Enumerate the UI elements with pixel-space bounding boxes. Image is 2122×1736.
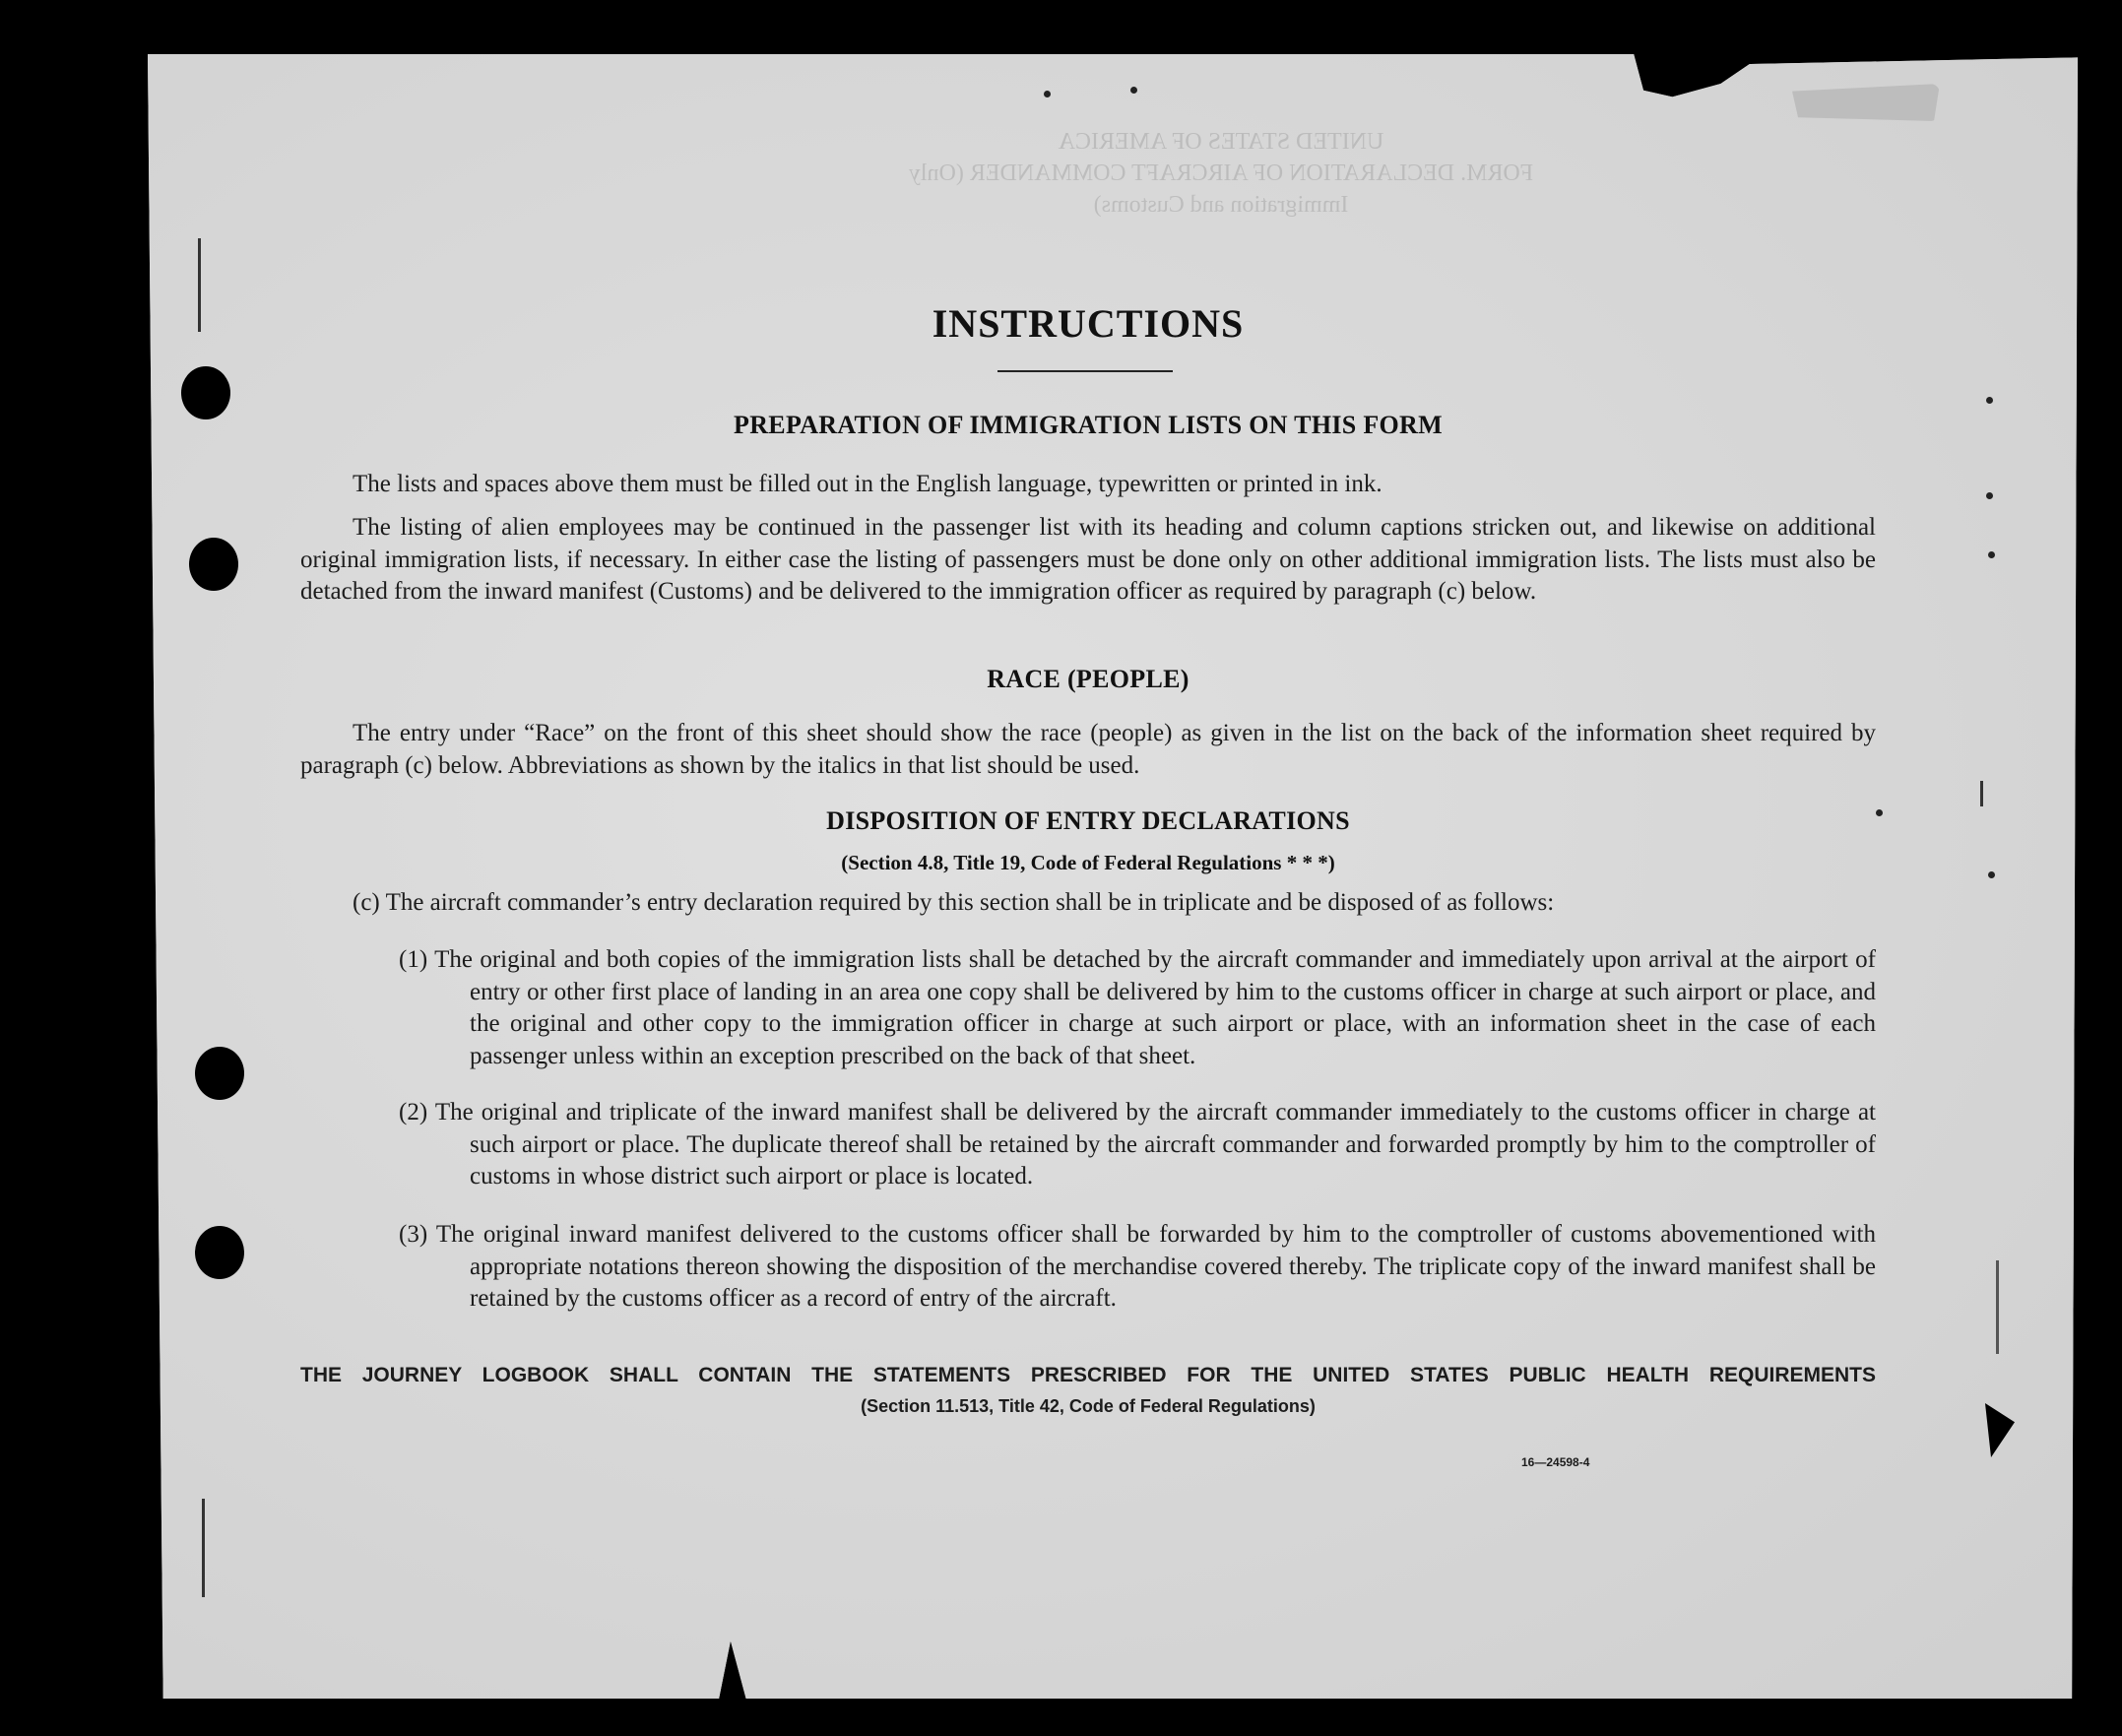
section-heading-preparation: PREPARATION OF IMMIGRATION LISTS ON THIS FORM xyxy=(734,411,1443,439)
list-item-text: The original and triplicate of the inward manifest shall be delivered by the aircraft commander immediately to the customs officer in charge at such airport or place. The duplicate thereof shall be retained by the aircraft commander and forwarded promptly by him to the comptroller of customs in whose district such airport or place is located. xyxy=(434,1099,1876,1189)
paragraph-alien-employees: The listing of alien employees may be continued in the passenger list with its heading and column captions stricken out, and likewise on additional original immigration lists, if necessary. In either case the listing of passengers must be done only on other additional immigration lists. The lists must also be detached from the inward manifest (Customs) and be delivered to the immigration officer as required by paragraph (c) below. xyxy=(300,514,1876,605)
title-underline xyxy=(997,370,1173,372)
punch-hole xyxy=(181,366,230,419)
list-item-text: The original and both copies of the immigration lists shall be detached by the aircraft commander and immediately upon arrival at the airport of entry or other first place of landing in an area one copy shall be delivered by him to the customs officer in charge at such airport or place, and the original and other copy to the immigration officer in charge at such airport or place, with an information sheet in the case of each passenger unless within an exception prescribed on the back of that sheet. xyxy=(434,946,1876,1069)
speck xyxy=(1044,91,1051,97)
paragraph-c-text: The aircraft commander’s entry declaration required by this section shall be in triplicate and be disposed of as follows: xyxy=(385,889,1555,916)
punch-hole xyxy=(195,1047,244,1100)
margin-mark xyxy=(1996,1260,1999,1354)
footer-statement: THE JOURNEY LOGBOOK SHALL CONTAIN THE STATEMENTS PRESCRIBED FOR THE UNITED STATES PUBLIC HEALTH REQUIREMENTS xyxy=(300,1364,1876,1386)
speck xyxy=(1130,87,1137,94)
section-heading-race: RACE (PEOPLE) xyxy=(987,665,1190,693)
speck xyxy=(1988,551,1995,558)
list-item-1 xyxy=(399,944,1876,1072)
list-item-2 xyxy=(399,1097,1876,1193)
punch-hole xyxy=(189,538,238,591)
section-heading-disposition: DISPOSITION OF ENTRY DECLARATIONS xyxy=(826,806,1350,835)
paragraph-language: The lists and spaces above them must be filled out in the English language, typewritten or printed in ink. xyxy=(353,471,1383,497)
margin-mark xyxy=(202,1499,205,1597)
list-item-3 xyxy=(399,1219,1876,1316)
punch-hole xyxy=(195,1226,244,1279)
list-item-label: (2) xyxy=(399,1099,428,1125)
page-title: INSTRUCTIONS xyxy=(932,301,1245,346)
paragraph-c xyxy=(300,887,1928,920)
speck xyxy=(1988,871,1995,878)
section-citation: (Section 4.8, Title 19, Code of Federal Regulations * * *) xyxy=(841,851,1335,874)
speck xyxy=(1986,492,1993,499)
paragraph-race: The entry under “Race” on the front of this sheet should show the race (people) as given in the list on the back of the information sheet required by paragraph (c) below. Abbreviations as shown by the italics in that list should be used. xyxy=(300,720,1876,779)
list-item-text: The original inward manifest delivered to the customs officer shall be forwarded by him to the comptroller of customs abovementioned with appropriate notations thereon showing the disposition of the merchandise covered thereby. The triplicate copy of the inward manifest shall be retained by the customs officer as a record of entry of the aircraft. xyxy=(435,1221,1876,1312)
bleed-through-text: UNITED STATES OF AMERICA FORM. DECLARATION OF AIRCRAFT COMMANDER (Only Immigration and Customs) xyxy=(908,129,1534,218)
paragraph-c-label: (c) xyxy=(353,889,380,916)
margin-mark xyxy=(1980,781,1983,806)
speck xyxy=(1986,397,1993,404)
list-item-label: (3) xyxy=(399,1221,428,1248)
footer-citation: (Section 11.513, Title 42, Code of Federal Regulations) xyxy=(861,1396,1316,1416)
margin-mark xyxy=(198,238,201,332)
list-item-label: (1) xyxy=(399,946,428,973)
form-number: 16—24598-4 xyxy=(1521,1455,1590,1469)
